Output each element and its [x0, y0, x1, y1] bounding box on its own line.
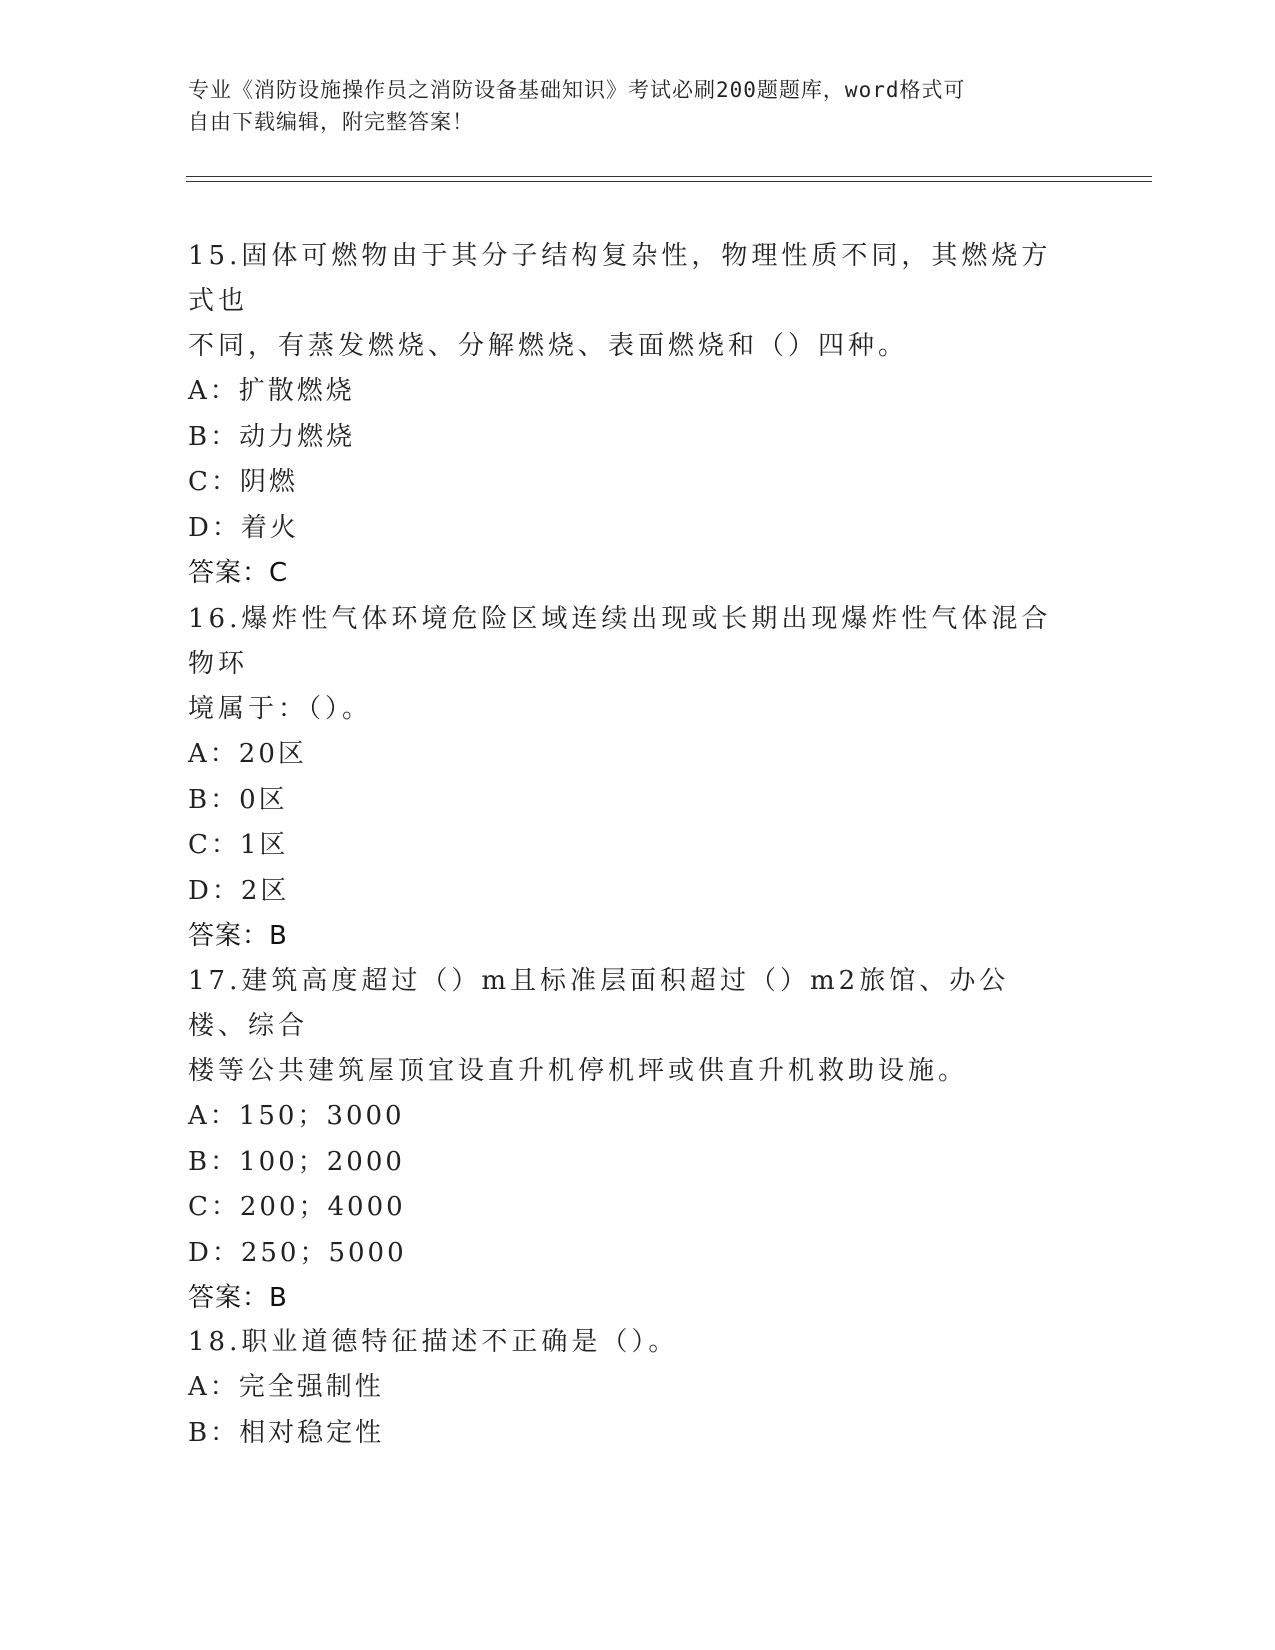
option-a: A：150；3000	[188, 1101, 405, 1131]
option-a: A：完全强制性	[188, 1372, 384, 1402]
option-b: B：0区	[188, 784, 288, 815]
option-b: B：动力燃烧	[188, 421, 356, 452]
question-stem-line: 17.建筑高度超过（）m且标准层面积超过（）m2旅馆、办公楼、综合	[188, 966, 1010, 1041]
header-line-1: 专业《消防设施操作员之消防设备基础知识》考试必刷200题题库，word格式可	[188, 78, 966, 102]
question-18	[188, 1320, 1068, 1456]
answer-label: 答案：B	[188, 921, 288, 951]
header-divider-bottom	[186, 181, 1152, 182]
option-c: C：200；4000	[188, 1192, 406, 1222]
option-c: C：1区	[188, 830, 289, 860]
option-d: D：250；5000	[188, 1237, 407, 1268]
question-stem-line: 楼等公共建筑屋顶宜设直升机停机坪或供直升机救助设施。	[188, 1056, 969, 1086]
header-divider-top	[186, 176, 1152, 177]
option-a: A：20区	[188, 739, 307, 769]
question-stem-line: 18.职业道德特征描述不正确是（）。	[188, 1327, 679, 1357]
document-header	[188, 74, 1068, 138]
header-line-2: 自由下载编辑，附完整答案！	[188, 110, 474, 134]
question-16	[188, 597, 1068, 959]
question-stem-line: 16.爆炸性气体环境危险区域连续出现或长期出现爆炸性气体混合物环	[188, 604, 1052, 679]
answer-label: 答案：C	[188, 558, 289, 588]
answer-label: 答案：B	[188, 1283, 288, 1313]
option-c: C：阴燃	[188, 467, 298, 497]
question-17	[188, 959, 1068, 1321]
option-b: B：相对稳定性	[188, 1417, 385, 1448]
question-stem-line: 境属于：（）。	[188, 694, 373, 724]
option-b: B：100；2000	[188, 1146, 405, 1177]
question-stem-line: 不同，有蒸发燃烧、分解燃烧、表面燃烧和（）四种。	[188, 331, 909, 361]
option-d: D：2区	[188, 875, 290, 906]
question-15	[188, 234, 1068, 596]
option-d: D：着火	[188, 512, 299, 543]
question-stem-line: 15.固体可燃物由于其分子结构复杂性，物理性质不同，其燃烧方式也	[188, 241, 1052, 316]
option-a: A：扩散燃烧	[188, 376, 355, 406]
